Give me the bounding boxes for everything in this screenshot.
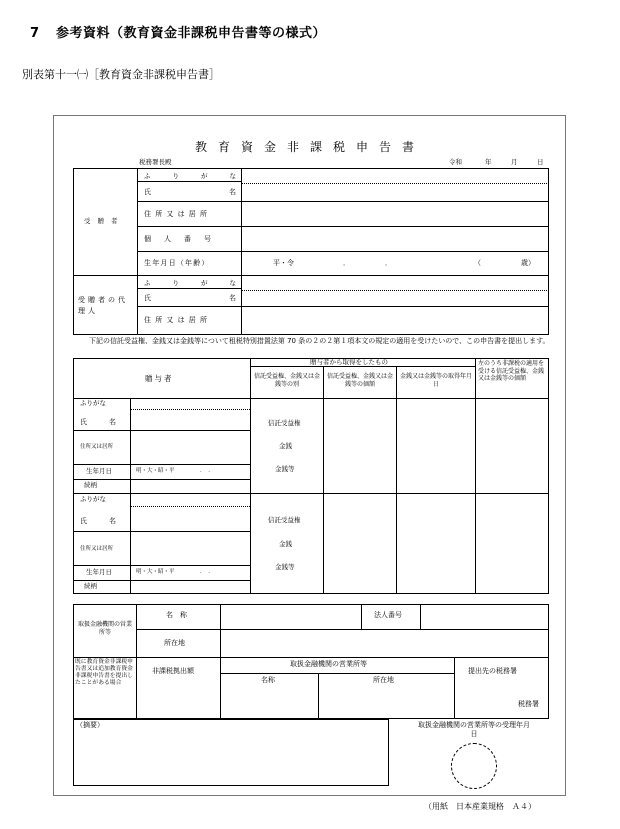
recipient-address-label: 住所又は居所 <box>144 210 212 218</box>
bank-office-label: 取扱金融機関の営業所等 <box>77 621 132 636</box>
prior-office-name-label: 名称 <box>261 676 275 684</box>
recipient-label: 受贈者 <box>84 217 125 225</box>
heading-title: 参考資料（教育資金非課税申告書等の様式） <box>56 26 327 41</box>
donor2-name-label: 氏 名 <box>80 517 116 525</box>
donor1-furigana-label: ふりがな <box>80 399 106 407</box>
gift-table <box>73 358 549 594</box>
recipient-furigana-label: ふ り が な <box>144 172 236 180</box>
recipient-personal-number-label: 個人番号 <box>144 235 224 243</box>
summary-box <box>73 719 389 786</box>
donor2-address-label: 住所又は居所 <box>80 546 114 552</box>
bank-name-label: 名 称 <box>166 611 187 619</box>
donor1-era-options: 明・大・昭・平 <box>136 468 175 474</box>
agent-label: 受贈者の代理人 <box>78 296 128 316</box>
submitted-tax-office-suffix: 税務署 <box>518 700 539 708</box>
submitted-tax-office-header: 提出先の税務署 <box>468 667 517 675</box>
recipient-birthdate-label: 生年月日（年齢） <box>144 259 210 267</box>
paper-size-note: （用紙 日本産業規格 Ａ４） <box>424 802 536 811</box>
donor1-relation-label: 続柄 <box>84 481 97 489</box>
col-value-header: 信託受益権、金銭又は金銭等の価額 <box>326 373 393 388</box>
prior-submission-label: 既に教育資金非課税申告書又は追加教育資金非課税申告書を提出したことがある場合 <box>75 659 133 686</box>
donor1-type-trust: 信託受益権 <box>268 419 301 427</box>
donor1-name-label: 氏 名 <box>80 418 116 426</box>
donor1-type-cash-etc: 金銭等 <box>275 465 295 473</box>
recipient-age-label: 歳） <box>521 259 535 267</box>
received-header: 贈与者から取得をしたもの <box>310 358 388 366</box>
date-month: 月 <box>511 158 518 166</box>
date-year: 年 <box>485 158 492 166</box>
donor2-type-cash: 金銭 <box>279 540 292 548</box>
col-type-header: 信託受益権、金銭又は金銭等の別 <box>253 373 320 388</box>
recipient-era-options: 平・令 <box>273 259 294 267</box>
agent-address-label: 住所又は居所 <box>144 316 212 324</box>
receipt-stamp-circle <box>451 743 497 789</box>
recipient-name-label: 氏 名 <box>144 188 236 196</box>
prior-office-location-label: 所在地 <box>373 676 394 684</box>
sub-heading: 別表第十一㈠［教育資金非課税申告書］ <box>22 68 220 81</box>
form-title: 教育資金非課税申告書 <box>194 140 425 154</box>
donor2-birthdate-label: 生年月日 <box>86 568 112 576</box>
agent-name-label: 氏 名 <box>144 294 236 302</box>
donor2-furigana-label: ふりがな <box>80 495 106 503</box>
page-heading <box>30 22 326 41</box>
donor1-address-label: 住所又は居所 <box>80 444 114 450</box>
heading-number: 7 <box>30 26 40 41</box>
prior-office-header: 取扱金融機関の営業所等 <box>290 660 367 668</box>
donor2-type-cash-etc: 金銭等 <box>275 563 295 571</box>
donor1-type-cash: 金銭 <box>279 442 292 450</box>
receipt-date-label: 取扱金融機関の営業所等の受理年月日 <box>418 721 530 738</box>
donor2-era-options: 明・大・昭・平 <box>136 569 175 575</box>
summary-label: （摘要） <box>76 721 104 729</box>
date-era: 令和 <box>449 158 462 166</box>
col-exempt-header: 左のうち非課税の適用を受ける信託受益権、金銭又は金銭等の価額 <box>478 360 545 382</box>
donor-header: 贈与者 <box>145 374 174 383</box>
col-date-header: 金銭又は金銭等の取得年月日 <box>399 373 472 388</box>
donor1-birthdate-label: 生年月日 <box>86 467 112 475</box>
exempt-amount-label: 非課税拠出額 <box>152 667 194 675</box>
statement-text: 下記の信託受益権、金銭又は金銭等について租税特別措置法第 70 条の２の２第１項本文の規定の適用を受けたいので、この申告書を提出します。 <box>89 337 550 345</box>
bank-location-label: 所在地 <box>164 639 185 647</box>
tax-office-addressee: 税務署長殿 <box>139 158 172 166</box>
date-day: 日 <box>537 158 544 166</box>
donor2-relation-label: 続柄 <box>84 582 97 590</box>
corp-number-label: 法人番号 <box>374 611 402 619</box>
agent-furigana-label: ふ り が な <box>144 279 236 287</box>
donor2-type-trust: 信託受益権 <box>268 516 301 524</box>
